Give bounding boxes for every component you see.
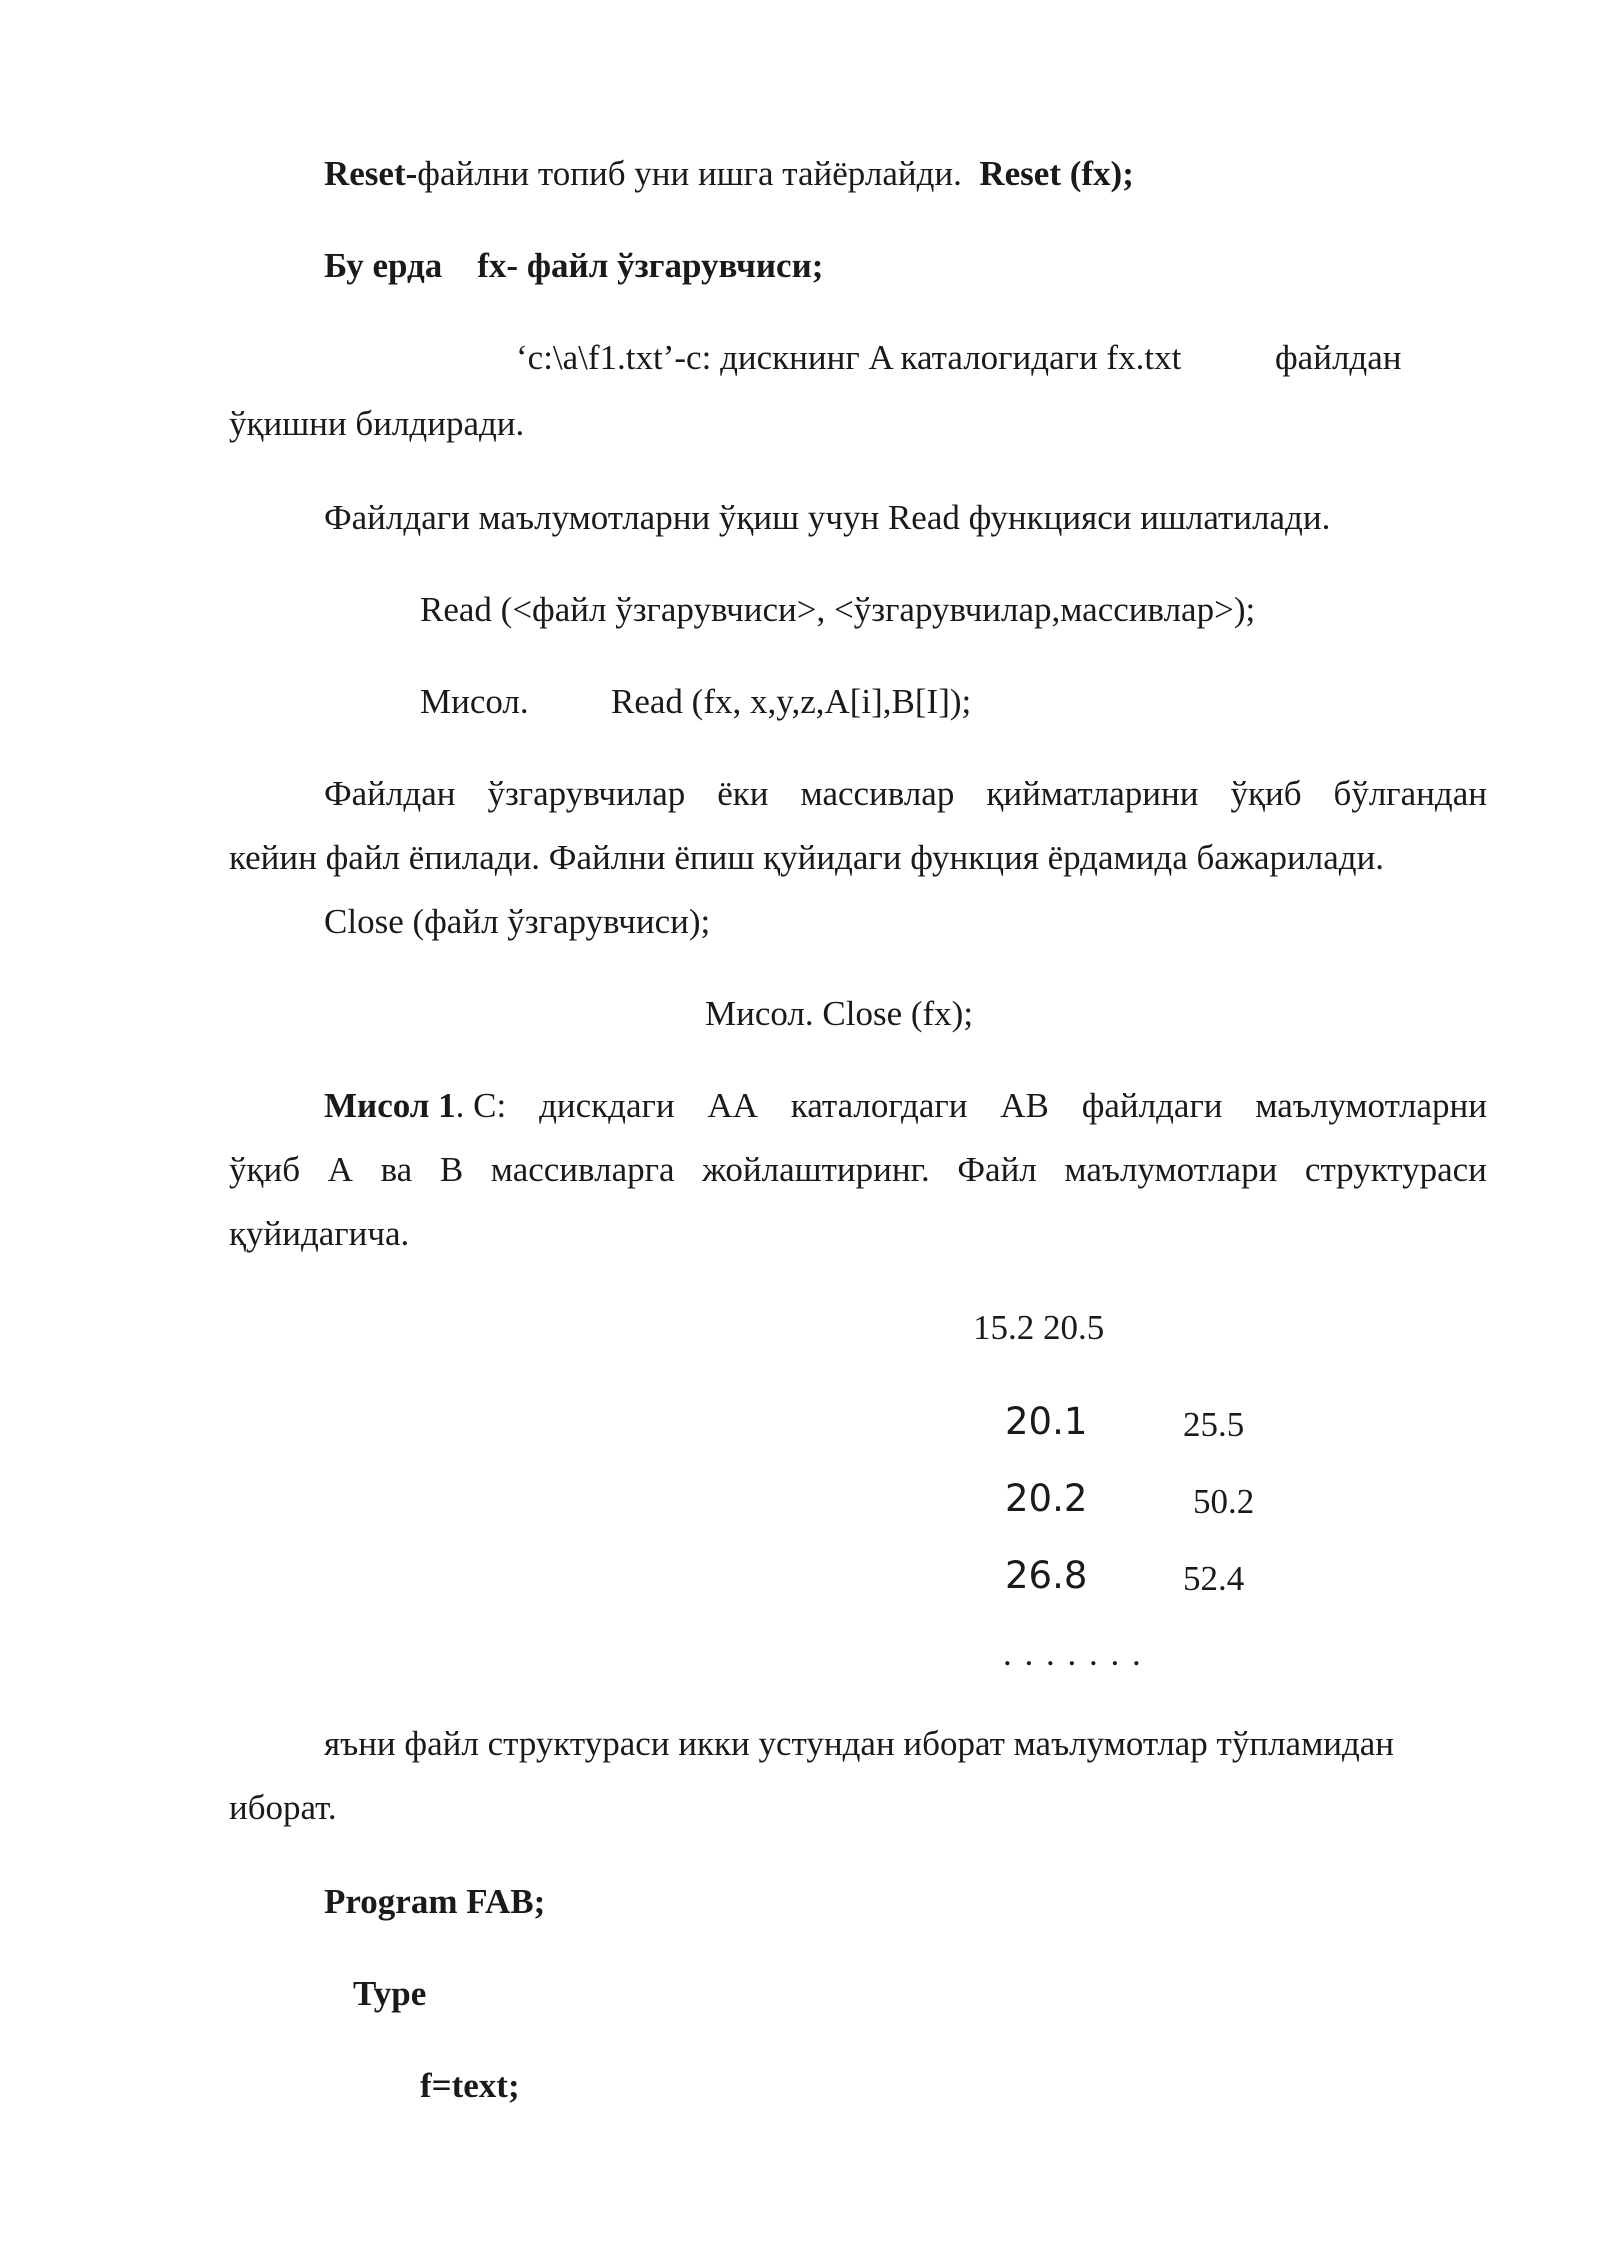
example1-line-3: қуйидагича. [229,1214,410,1253]
here-paragraph [324,234,823,298]
word: A [327,1150,353,1189]
code-f: f=text; [420,2066,520,2105]
word: AA [707,1086,758,1125]
word: Файл [957,1150,1037,1189]
word: маълумотларни [1255,1086,1487,1125]
structure-line-1: яъни файл структураси икки устундан иборат маълумотлар тўпламидан [324,1724,1395,1763]
read-intro: Файлдаги маълумотларни ўқиш учун Read функцияси ишлатилади. [324,498,1331,537]
word: массивлар [800,774,955,813]
word: Файлдан [324,774,456,813]
word: B [439,1150,464,1189]
data-header: 15.2 20.5 [973,1308,1105,1347]
path-line-1a: ‘c:\a\f1.txt’-c: дискнинг A каталогидаги fx.txt [516,338,1182,377]
word: ўқиб [1230,774,1302,813]
reset-paragraph [324,142,1134,206]
close-example: Мисол. Close (fx); [705,994,974,1033]
word: файлдаги [1081,1086,1223,1125]
data-row-1-a: 20.1 [1005,1400,1088,1443]
data-row-1-b: 25.5 [1183,1405,1245,1444]
word: маълумотлари [1064,1150,1278,1189]
word: . C: [455,1086,507,1125]
structure-line-2: иборат. [229,1788,337,1827]
close-intro-line-2: кейин файл ёпилади. Файлни ёпиш қуйидаги функция ёрдамида бажарилади. [229,838,1385,877]
here-text: fx- файл ўзгарувчиси; [477,246,824,285]
code-program: Program FAB; [324,1882,546,1921]
code-type: Type [353,1974,427,2013]
structure-paragraph [229,1712,1487,1840]
example1-line-1 [229,1074,1487,1138]
word: жойлаштиринг. [702,1150,930,1189]
data-row-3-b: 52.4 [1183,1559,1245,1598]
word: ёки [717,774,769,813]
path-line-1b: файлдан [1275,338,1402,377]
read-example-label: Мисол. [420,682,529,721]
data-row-2-a: 20.2 [1005,1477,1088,1520]
word: ўзгарувчилар [487,774,686,813]
here-label: Бу ерда [324,246,443,285]
example1-label: Мисол 1 [324,1086,456,1125]
word: структураси [1304,1150,1487,1189]
read-syntax: Read (<файл ўзгарувчиси>, <ўзгарувчилар,массивлар>); [420,590,1256,629]
word: бўлгандан [1333,774,1487,813]
example1-paragraph [229,1074,1487,1266]
word: дискдаги [539,1086,675,1125]
example1-line-2 [229,1138,1487,1202]
word: AB [1000,1086,1049,1125]
reset-keyword: Reset- [324,154,418,193]
word: ўқиб [229,1150,301,1189]
close-syntax: Close (файл ўзгарувчиси); [324,902,711,941]
close-intro-line-1 [229,762,1487,826]
data-row-2-b: 50.2 [1193,1482,1255,1521]
word: ва [380,1150,413,1189]
word: қийматларини [986,774,1199,813]
path-line-2: ўқишни билдиради. [229,404,525,443]
word: массивларга [490,1150,675,1189]
read-example-code: Read (fx, x,y,z,A[i],B[I]); [611,682,972,721]
data-ellipsis: . . . . . . . [1003,1634,1143,1673]
reset-description: файлни топиб уни ишга тайёрлайди. [417,154,962,193]
close-intro-paragraph [229,762,1487,890]
data-row-3-a: 26.8 [1005,1554,1088,1597]
word: каталогдаги [790,1086,968,1125]
reset-syntax: Reset (fx); [979,154,1134,193]
